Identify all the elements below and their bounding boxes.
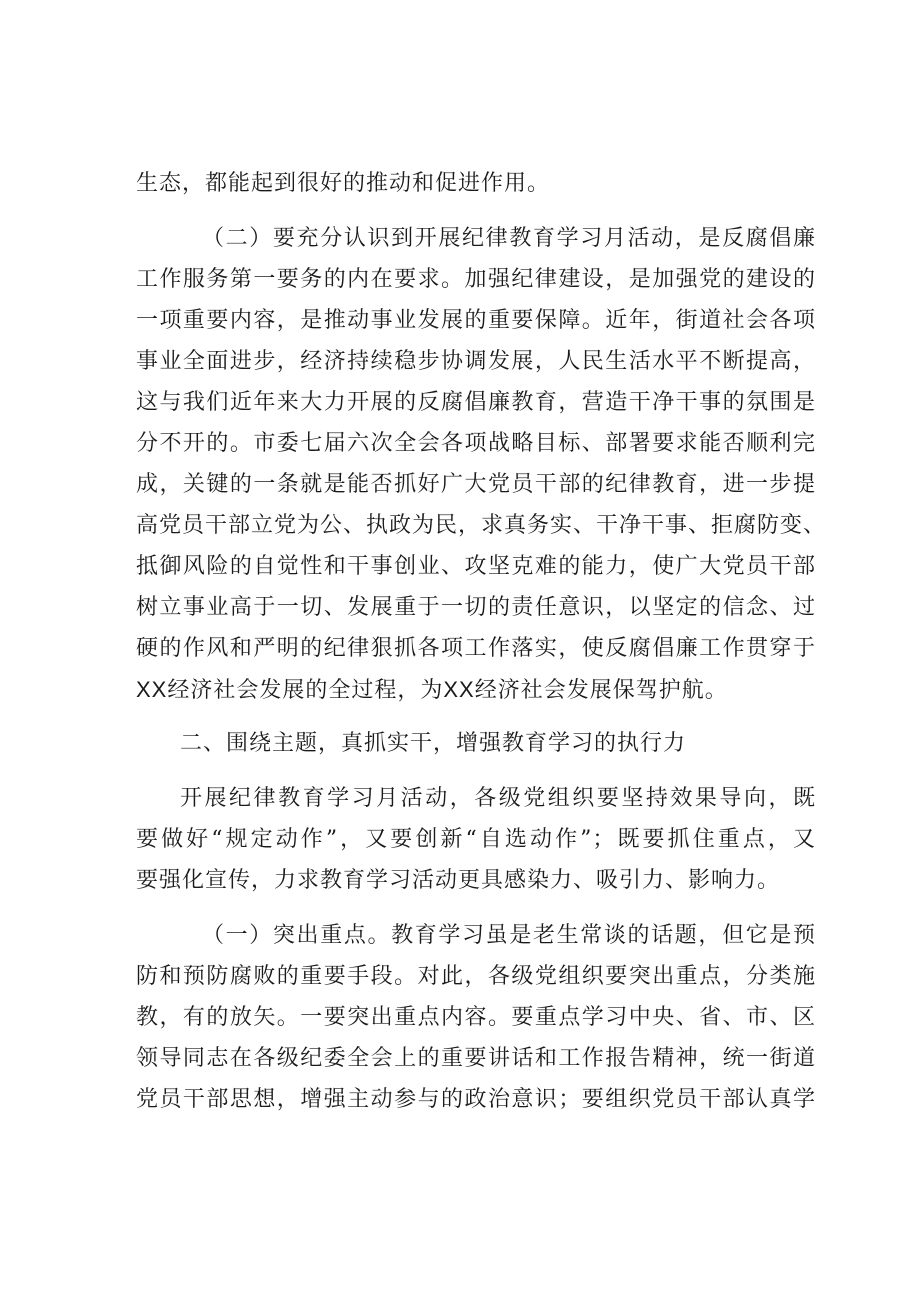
- body-line: 要做好“规定动作”，又要创新“自选动作”；既要抓住重点，又: [136, 827, 816, 852]
- body-line: 要强化宣传，力求教育学习活动更具感染力、吸引力、影响力。: [136, 868, 781, 893]
- body-line: 高党员干部立党为公、执政为民，求真务实、干净干事、拒腐防变、: [136, 513, 827, 538]
- body-line: 硬的作风和严明的纪律狠抓各项工作落实，使反腐倡廉工作贯穿于: [136, 636, 816, 661]
- body-line: 防和预防腐败的重要手段。对此，各级党组织要突出重点，分类施: [136, 964, 816, 989]
- placeholder-xx: XX: [443, 677, 475, 702]
- body-line: 抵御风险的自觉性和干事创业、攻坚克难的能力，使广大党员干部: [136, 554, 816, 579]
- body-line: 开展纪律教育学习月活动，各级党组织要坚持效果导向，既: [180, 786, 816, 811]
- subheading-line: （二）要充分认识到开展纪律教育学习月活动，是反腐倡廉: [202, 226, 816, 251]
- body-line: 事业全面进步，经济持续稳步协调发展，人民生活水平不断提高，: [136, 349, 816, 374]
- body-line: 生态，都能起到很好的推动和促进作用。: [136, 171, 551, 196]
- body-text: 经济社会发展保驾护航。: [474, 678, 728, 703]
- body-line: 这与我们近年来大力开展的反腐倡廉教育，营造干净干事的氛围是: [136, 390, 816, 415]
- body-line: 一项重要内容，是推动事业发展的重要保障。近年，街道社会各项: [136, 308, 816, 333]
- body-line: 教，有的放矢。一要突出重点内容。要重点学习中央、省、市、区: [136, 1005, 816, 1030]
- body-text: 经济社会发展的全过程，为: [167, 678, 444, 703]
- body-line: 党员干部思想，增强主动参与的政治意识；要组织党员干部认真学: [136, 1087, 816, 1112]
- body-line: 工作服务第一要务的内在要求。加强纪律建设，是加强党的建设的: [136, 267, 816, 292]
- body-line-mixed: [136, 673, 728, 707]
- body-line: 成，关键的一条就是能否抓好广大党员干部的纪律教育，进一步提: [136, 472, 816, 497]
- section-heading: 二、围绕主题，真抓实干，增强教育学习的执行力: [180, 731, 687, 756]
- body-line: 领导同志在各级纪委全会上的重要讲话和工作报告精神，统一街道: [136, 1046, 816, 1071]
- body-line: 树立事业高于一切、发展重于一切的责任意识，以坚定的信念、过: [136, 595, 816, 620]
- subheading-line: （一）突出重点。教育学习虽是老生常谈的话题，但它是预: [202, 923, 816, 948]
- placeholder-xx: XX: [136, 677, 168, 702]
- body-line: 分不开的。市委七届六次全会各项战略目标、部署要求能否顺利完: [136, 431, 816, 456]
